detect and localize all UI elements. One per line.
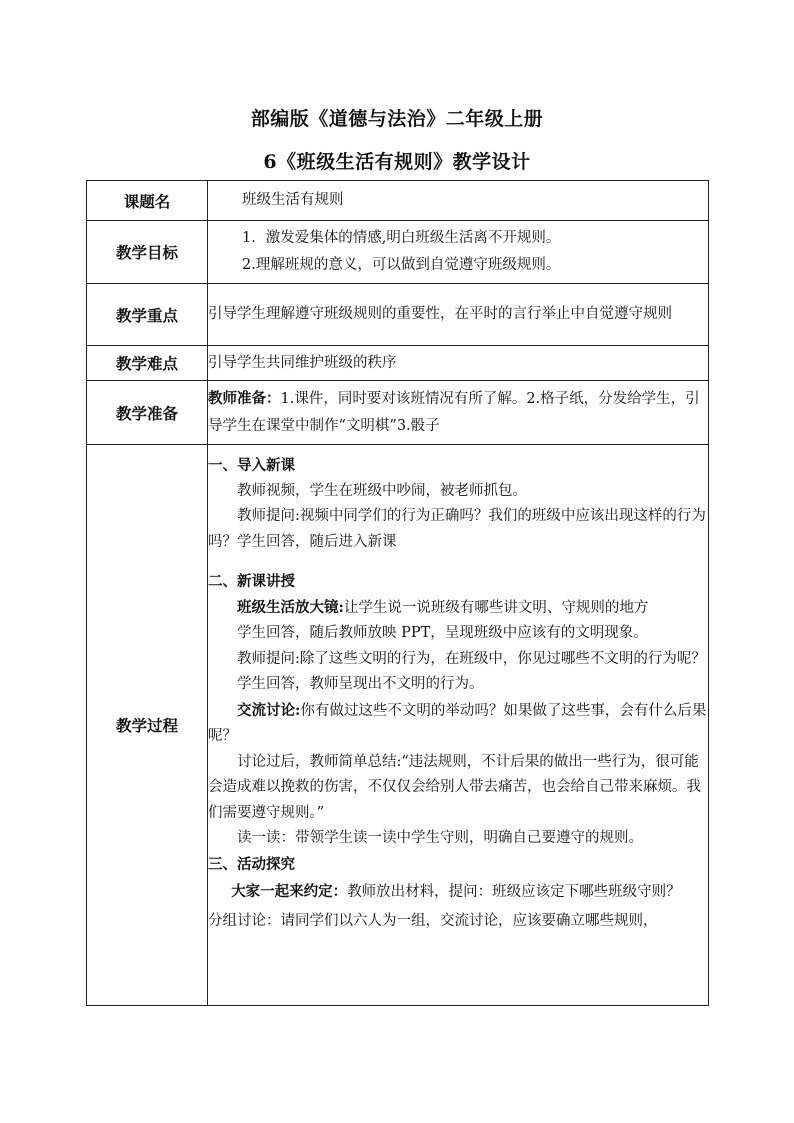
process-paragraph: 教师提问:视频中同学们的行为正确吗？我们的班级中应该出现这样的行为吗？学生回答，随后进入新课: [208, 508, 706, 550]
goals-value: [208, 221, 709, 284]
process-paragraph: 教师视频，学生在班级中吵闹，被老师抓包。: [237, 482, 527, 499]
process-paragraph: [208, 877, 708, 907]
activity-heading: 班级生活放大镜:: [237, 598, 344, 616]
process-paragraph: [208, 595, 708, 622]
process-value: [208, 445, 709, 1006]
section-title-2: 二、新课讲授: [208, 573, 295, 590]
section-title-3: 三、活动探究: [208, 855, 295, 873]
prep-heading: 教师准备：: [208, 390, 281, 407]
process-paragraph: [208, 698, 708, 750]
row-label-difficulty: 教学难点: [87, 346, 208, 381]
table-row: [87, 181, 709, 221]
activity-text: 你有做过这些不文明的举动吗？如果做了这些事，会有什么后果呢？: [208, 702, 707, 744]
difficulty-value: 引导学生共同维护班级的秩序: [208, 346, 709, 381]
table-row: [87, 284, 709, 346]
section-title-1: 一、导入新课: [208, 457, 295, 474]
process-paragraph: 分组讨论：请同学们以六人为一组，交流讨论，应该要确立哪些规则，: [208, 913, 658, 929]
key-points-value: 引导学生理解遵守班级规则的重要性，在平时的言行举止中自觉遵守规则: [208, 284, 709, 346]
process-paragraph: 讨论过后，教师简单总结:“违法规则，不计后果的做出一些行为，很可能会造成难以挽救的伤害，不仅仅会给别人带去痛苦，也会给自己带来麻烦。我们需要遵守规则。”: [208, 753, 701, 821]
process-paragraph: 教师提问:除了这些文明的行为，在班级中，你见过哪些不文明的行为呢？: [237, 650, 706, 667]
process-paragraph: 学生回答，随后教师放映 PPT，呈现班级中应该有的文明现象。: [237, 625, 648, 641]
row-label-goals: 教学目标: [87, 221, 208, 284]
document-title: 部编版《道德与法治》二年级上册: [250, 108, 544, 130]
table-row: [87, 381, 709, 445]
activity-text: 让学生说一说班级有哪些讲文明、守规则的地方: [343, 599, 649, 616]
topic-text: 班级生活有规则: [242, 192, 344, 208]
goal-item-2: 2.理解班规的意义，可以做到自觉遵守班级规则。: [242, 257, 561, 273]
process-paragraph: 读一读：带领学生读一读中学生守则，明确自己要遵守的规则。: [237, 830, 643, 846]
prep-text: 1.课件，同时要对该班情况有所了解。2.格子纸，分发给学生，引导学生在课堂中制作“文明棋”3.骰子: [208, 391, 700, 434]
activity-text: 教师放出材料，提问：班级应该定下哪些班级守则？: [347, 884, 681, 900]
goal-item-1: 1．激发爱集体的情感,明白班级生活离不开规则。: [242, 230, 561, 246]
preparation-value: [208, 381, 709, 445]
row-label-key-points: 教学重点: [87, 284, 208, 346]
process-paragraph: 学生回答，教师呈现出不文明的行为。: [237, 676, 484, 692]
row-label-process: 教学过程: [87, 445, 208, 1006]
table-row: [87, 346, 709, 381]
lesson-plan-table: [86, 180, 709, 1006]
activity-heading: 大家一起来约定：: [231, 883, 348, 900]
table-row: [87, 221, 709, 284]
table-row: [87, 445, 709, 1006]
document-subtitle: 6《班级生活有规则》教学设计: [263, 151, 531, 173]
row-label-preparation: 教学准备: [87, 381, 208, 445]
activity-heading: 交流讨论:: [237, 701, 301, 719]
topic-value: [208, 181, 709, 221]
row-label-topic: 课题名: [87, 181, 208, 221]
